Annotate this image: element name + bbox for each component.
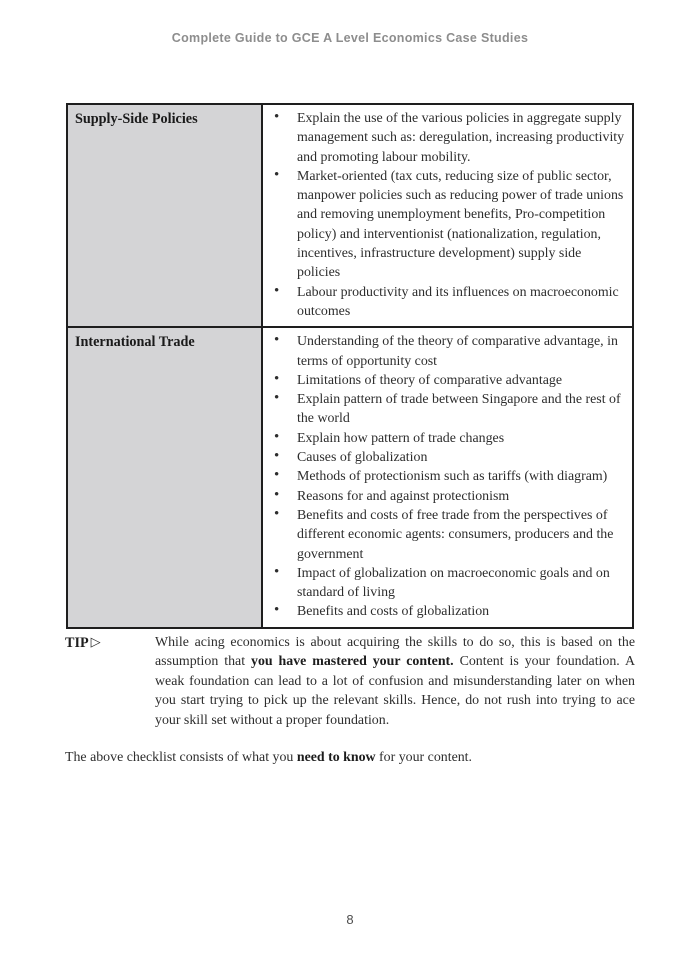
bold-text-segment: need to know [296,750,376,765]
bullet-item: • Explain the use of the various policies in aggregate supply management such as: deregulation, increasing productivity and promoting labour mobility. [263,109,626,167]
content-table-body [67,104,633,628]
bullet-item: • Benefits and costs of globalization [263,602,626,621]
bullet-item: • Understanding of the theory of comparative advantage, in terms of opportunity cost [263,332,626,371]
bullet-item: • Limitations of theory of comparative advantage [263,371,626,390]
text-segment: for your content. [375,750,473,765]
bullet-item: • Labour productivity and its influences on macroeconomic outcomes [263,283,626,322]
text-segment: The above checklist consists of what you [65,750,297,765]
text-segment: Content is your foundation. A weak foundation can lead to a lot of confusion and misunderstanding later on when you start trying to pick up the relevant skills. Hence, do not rush into trying to ace your skill set without a proper foundation. [155,654,635,728]
row-topic-label: Supply-Side Policies [67,104,262,327]
tip-label-text: TIP [65,635,89,651]
row-bullet-cell [262,104,633,327]
bullet-item: • Explain how pattern of trade changes [263,429,626,448]
bullet-item: • Causes of globalization [263,448,626,467]
tip-section [65,633,635,730]
tip-triangle-icon: ▷ [90,634,101,649]
bullet-item: • Methods of protectionism such as tariffs (with diagram) [263,467,626,486]
content-checklist-table [66,103,634,629]
bold-text-segment: you have mastered your content. [251,654,454,670]
bullet-list [263,332,626,621]
table-row [67,327,633,627]
bullet-item: • Market-oriented (tax cuts, reducing size of public sector, manpower policies such as reducing power of trade unions and removing unemployment benefits, Pro-competition policy) and interventionist (nationalization, regulation, incentives, infrastructure development) supply side policies [263,167,626,283]
page-number: 8 [346,912,354,927]
tip-label [65,633,155,730]
bullet-item: • Impact of globalization on macroeconomic goals and on standard of living [263,564,626,603]
table-row [67,104,633,327]
row-bullet-cell [262,327,633,627]
bullet-item: • Benefits and costs of free trade from the perspectives of different economic agents: consumers, producers and the government [263,506,626,564]
text-segment: While acing economics is about acquiring the skills to do so, this is based on the assumption that [155,635,635,670]
bullet-list [263,109,626,321]
checklist-note [65,748,637,767]
bullet-item: • Explain pattern of trade between Singapore and the rest of the world [263,390,626,429]
row-topic-label: International Trade [67,327,262,627]
bullet-item: • Reasons for and against protectionism [263,487,626,506]
tip-paragraph [155,633,635,730]
running-head-title: Complete Guide to GCE A Level Economics Case Studies [171,31,529,45]
